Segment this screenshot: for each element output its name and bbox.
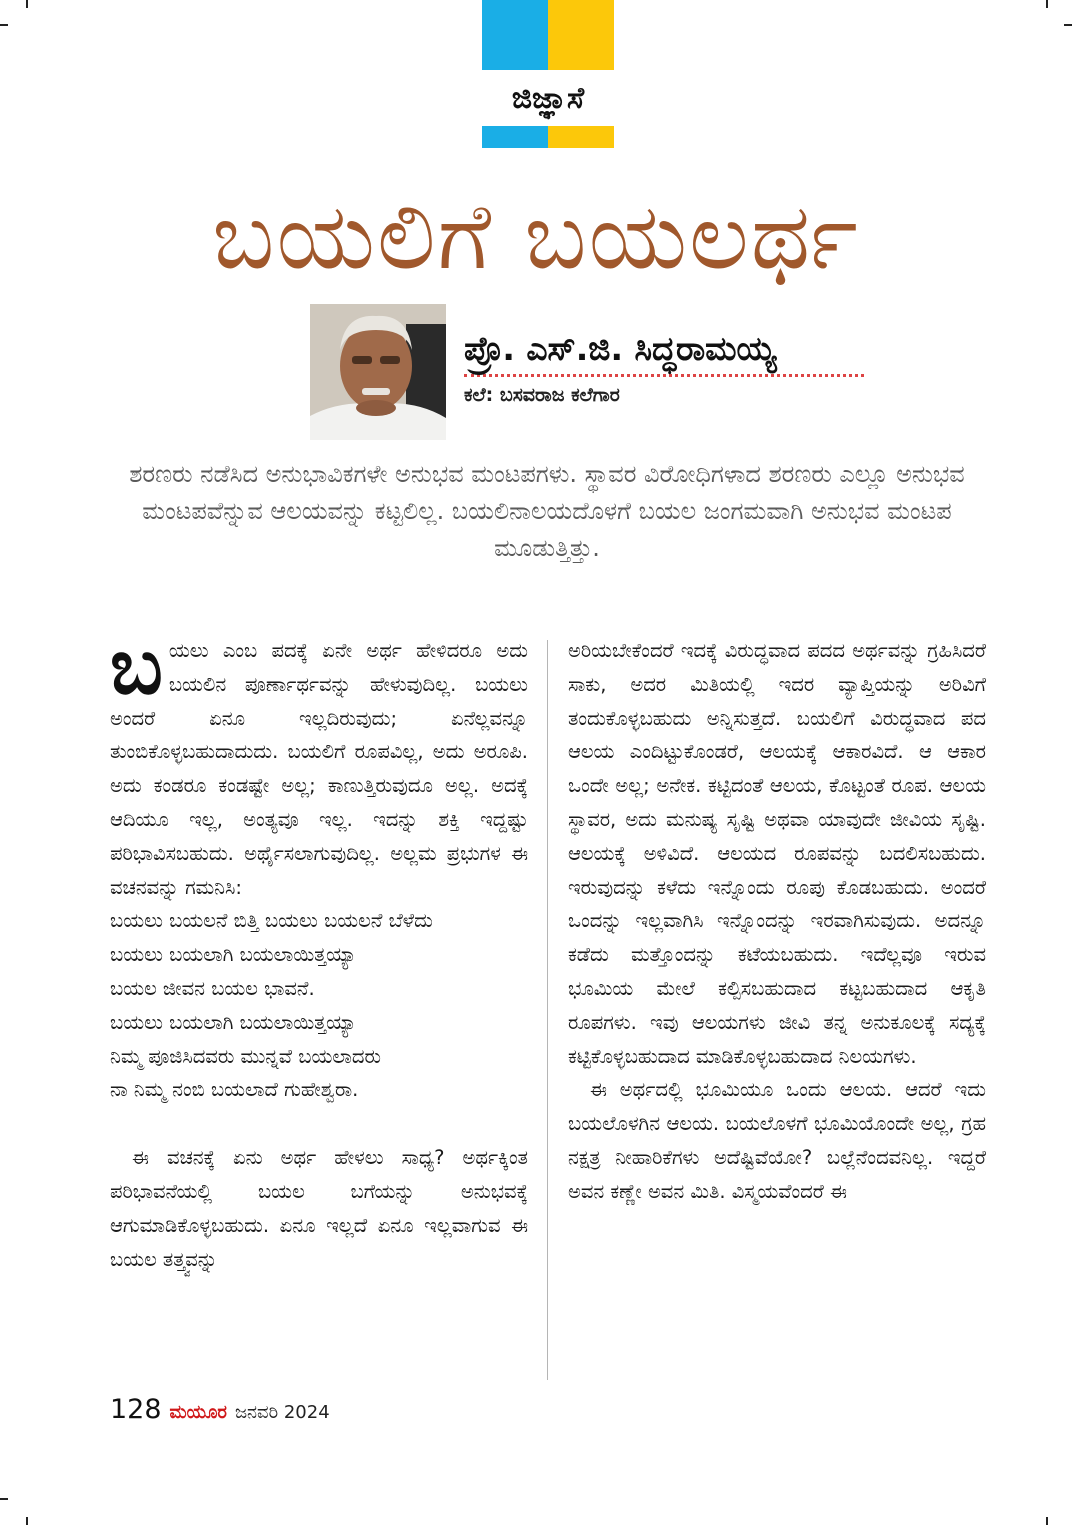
issue-date: ಜನವರಿ 2024 bbox=[234, 1402, 330, 1423]
crop-mark bbox=[1046, 0, 1048, 8]
body-paragraph: ಈ ಅರ್ಥದಲ್ಲಿ ಭೂಮಿಯೂ ಒಂದು ಆಲಯ. ಆದರೆ ಇದು ಬಯಲೊಳಗಿನ ಆಲಯ. ಬಯಲೊಳಗೆ ಭೂಮಿಯೊಂದೇ ಅಲ್ಲ, ಗ್ರಹ ನಕ್ಷತ್ರ ನೀಹಾರಿಕೆಗಳು ಅದೆಷ್ಟಿವೆಯೋ? ಬಲ್ಲೆನೆಂದವನಿಲ್ಲ. ಇದ್ದರೆ ಅವನ ಕಣ್ಣೇ ಅವನ ಮಿತಿ. ವಿಸ್ಮಯವೆಂದರೆ ಈ bbox=[568, 1078, 986, 1203]
poem-line: ನಾ ನಿಮ್ಮ ನಂಬಿ ಬಯಲಾದೆ ಗುಹೇಶ್ವರಾ. bbox=[110, 1078, 359, 1102]
illustration-credit: ಕಲೆ: ಬಸವರಾಜ ಕಲೆಗಾರ bbox=[464, 384, 620, 406]
vachana-poem bbox=[110, 904, 528, 1107]
crop-mark bbox=[0, 1498, 8, 1500]
article-lead: ಶರಣರು ನಡೆಸಿದ ಅನುಭಾವಿಕಗಳೇ ಅನುಭವ ಮಂಟಪಗಳು. ಸ್ಥಾವರ ವಿರೋಧಿಗಳಾದ ಶರಣರು ಎಲ್ಲೂ ಅನುಭವ ಮಂಟಪವೆನ್ನುವ ಆಲಯವನ್ನು ಕಟ್ಟಲಿಲ್ಲ. ಬಯಲಿನಾಲಯದೊಳಗೆ ಬಯಲ ಜಂಗಮವಾಗಿ ಅನುಭವ ಮಂಟಪ ಮೂಡುತ್ತಿತ್ತು. bbox=[129, 460, 965, 562]
body-paragraph: ಅರಿಯಬೇಕೆಂದರೆ ಇದಕ್ಕೆ ವಿರುದ್ಧವಾದ ಪದದ ಅರ್ಥವನ್ನು ಗ್ರಹಿಸಿದರೆ ಸಾಕು, ಅದರ ಮಿತಿಯಲ್ಲಿ ಇದರ ವ್ಯಾಪ್ತಿಯನ್ನು ಅರಿವಿಗೆ ತಂದುಕೊಳ್ಳಬಹುದು ಅನ್ನಿಸುತ್ತದೆ. ಬಯಲಿಗೆ ವಿರುದ್ಧವಾದ ಪದ ಆಲಯ ಎಂದಿಟ್ಟುಕೊಂಡರೆ, ಆಲಯಕ್ಕೆ ಆಕಾರವಿದೆ. ಆ ಆಕಾರ ಒಂದೇ ಅಲ್ಲ; ಅನೇಕ. ಕಟ್ಟಿದಂತೆ ಆಲಯ, ಕೊಟ್ಟಂತೆ ರೂಪ. ಆಲಯ ಸ್ಥಾವರ, ಅದು ಮನುಷ್ಯ ಸೃಷ್ಟಿ ಅಥವಾ ಯಾವುದೇ ಜೀವಿಯ ಸೃಷ್ಟಿ. ಆಲಯಕ್ಕೆ ಅಳಿವಿದೆ. ಆಲಯದ ರೂಪವನ್ನು ಬದಲಿಸಬಹುದು. ಇರುವುದನ್ನು ಕಳೆದು ಇನ್ನೊಂದು ರೂಪು ಕೊಡಬಹುದು. ಅಂದರೆ ಒಂದನ್ನು ಇಲ್ಲವಾಗಿಸಿ ಇನ್ನೊಂದನ್ನು ಇರವಾಗಿಸುವುದು. ಅದನ್ನೂ ಕಡೆದು ಮತ್ತೊಂದನ್ನು ಕಟೆಯಬಹುದು. ಇದೆಲ್ಲವೂ ಇರುವ ಭೂಮಿಯ ಮೇಲೆ ಕಲ್ಪಿಸಬಹುದಾದ ಕಟ್ಟಬಹುದಾದ ಆಕೃತಿ ರೂಪಗಳು. ಇವು ಆಲಯಗಳು ಜೀವಿ ತನ್ನ ಅನುಕೂಲಕ್ಕೆ ಸದ್ಯಕ್ಕೆ ಕಟ್ಟಿಕೊಳ್ಳಬಹುದಾದ ಮಾಡಿಕೊಳ್ಳಬಹುದಾದ ನಿಲಯಗಳು. bbox=[568, 639, 986, 1068]
crop-mark bbox=[26, 0, 28, 8]
page-footer bbox=[110, 1394, 330, 1425]
section-logo bbox=[482, 0, 614, 148]
logo-block-blue bbox=[482, 0, 548, 70]
body-column-right bbox=[568, 634, 986, 1209]
poem-line: ಬಯಲು ಬಯಲನೆ ಬಿತ್ತಿ ಬಯಲು ಬಯಲನೆ ಬೆಳೆದು bbox=[110, 909, 433, 933]
poem-line: ಬಯಲ ಜೀವನ ಬಯಲ ಭಾವನೆ. bbox=[110, 976, 315, 1000]
drop-cap: ಬ bbox=[110, 622, 163, 712]
crop-mark bbox=[0, 24, 8, 26]
logo-bar-yellow bbox=[548, 126, 614, 148]
poem-line: ಬಯಲು ಬಯಲಾಗಿ ಬಯಲಾಯಿತ್ತಯ್ಯಾ bbox=[110, 943, 357, 967]
article-title: ಬಯಲಿಗೆ ಬಯಲರ್ಥ bbox=[212, 183, 860, 290]
crop-mark bbox=[26, 1517, 28, 1525]
column-divider bbox=[547, 640, 548, 1380]
magazine-logo: ಮಯೂರ bbox=[169, 1402, 227, 1423]
logo-block-yellow bbox=[548, 0, 614, 70]
body-paragraph: ಈ ವಚನಕ್ಕೆ ಏನು ಅರ್ಥ ಹೇಳಲು ಸಾಧ್ಯ? ಅರ್ಥಕ್ಕಿಂತ ಪರಿಭಾವನೆಯಲ್ಲಿ ಬಯಲ ಬಗೆಯನ್ನು ಅನುಭವಕ್ಕೆ ಆಗುಮಾಡಿಕೊಳ್ಳಬಹುದು. ಏನೂ ಇಲ್ಲದೆ ಏನೂ ಇಲ್ಲವಾಗುವ ಈ ಬಯಲ ತತ್ತ್ವವನ್ನು bbox=[110, 1146, 528, 1271]
author-photo bbox=[310, 304, 446, 440]
section-label: ಜಿಜ್ಞಾಸೆ bbox=[482, 70, 614, 126]
page-number: 128 bbox=[110, 1394, 162, 1425]
body-paragraph: ಬಯಲು ಎಂಬ ಪದಕ್ಕೆ ಏನೇ ಅರ್ಥ ಹೇಳಿದರೂ ಅದು ಬಯಲಿನ ಪೂರ್ಣಾರ್ಥವನ್ನು ಹೇಳುವುದಿಲ್ಲ. ಬಯಲು ಅಂದರೆ ಏನೂ ಇಲ್ಲದಿರುವುದು; ಏನೆಲ್ಲವನ್ನೂ ತುಂಬಿಕೊಳ್ಳಬಹುದಾದುದು. ಬಯಲಿಗೆ ರೂಪವಿಲ್ಲ, ಅದು ಅರೂಪಿ. ಅದು ಕಂಡರೂ ಕಂಡಷ್ಟೇ ಅಲ್ಲ; ಕಾಣುತ್ತಿರುವುದೂ ಅಲ್ಲ. ಅದಕ್ಕೆ ಆದಿಯೂ ಇಲ್ಲ, ಅಂತ್ಯವೂ ಇಲ್ಲ. ಇದನ್ನು ಶಕ್ತಿ ಇದ್ದಷ್ಟು ಪರಿಭಾವಿಸಬಹುದು. ಅರ್ಥೈಸಲಾಗುವುದಿಲ್ಲ. ಅಲ್ಲಮ ಪ್ರಭುಗಳ ಈ ವಚನವನ್ನು ಗಮನಿಸಿ: bbox=[110, 622, 528, 899]
crop-mark bbox=[1046, 1517, 1048, 1525]
author-name: ಪ್ರೊ. ಎಸ್.ಜಿ. ಸಿದ್ಧರಾಮಯ್ಯ bbox=[464, 328, 864, 377]
poem-line: ನಿಮ್ಮ ಪೂಜಿಸಿದವರು ಮುನ್ನವೆ ಬಯಲಾದರು bbox=[110, 1044, 381, 1068]
logo-bar-blue bbox=[482, 126, 548, 148]
crop-mark bbox=[1064, 24, 1072, 26]
poem-line: ಬಯಲು ಬಯಲಾಗಿ ಬಯಲಾಯಿತ್ತಯ್ಯಾ bbox=[110, 1010, 357, 1034]
body-column-left bbox=[110, 622, 528, 1276]
